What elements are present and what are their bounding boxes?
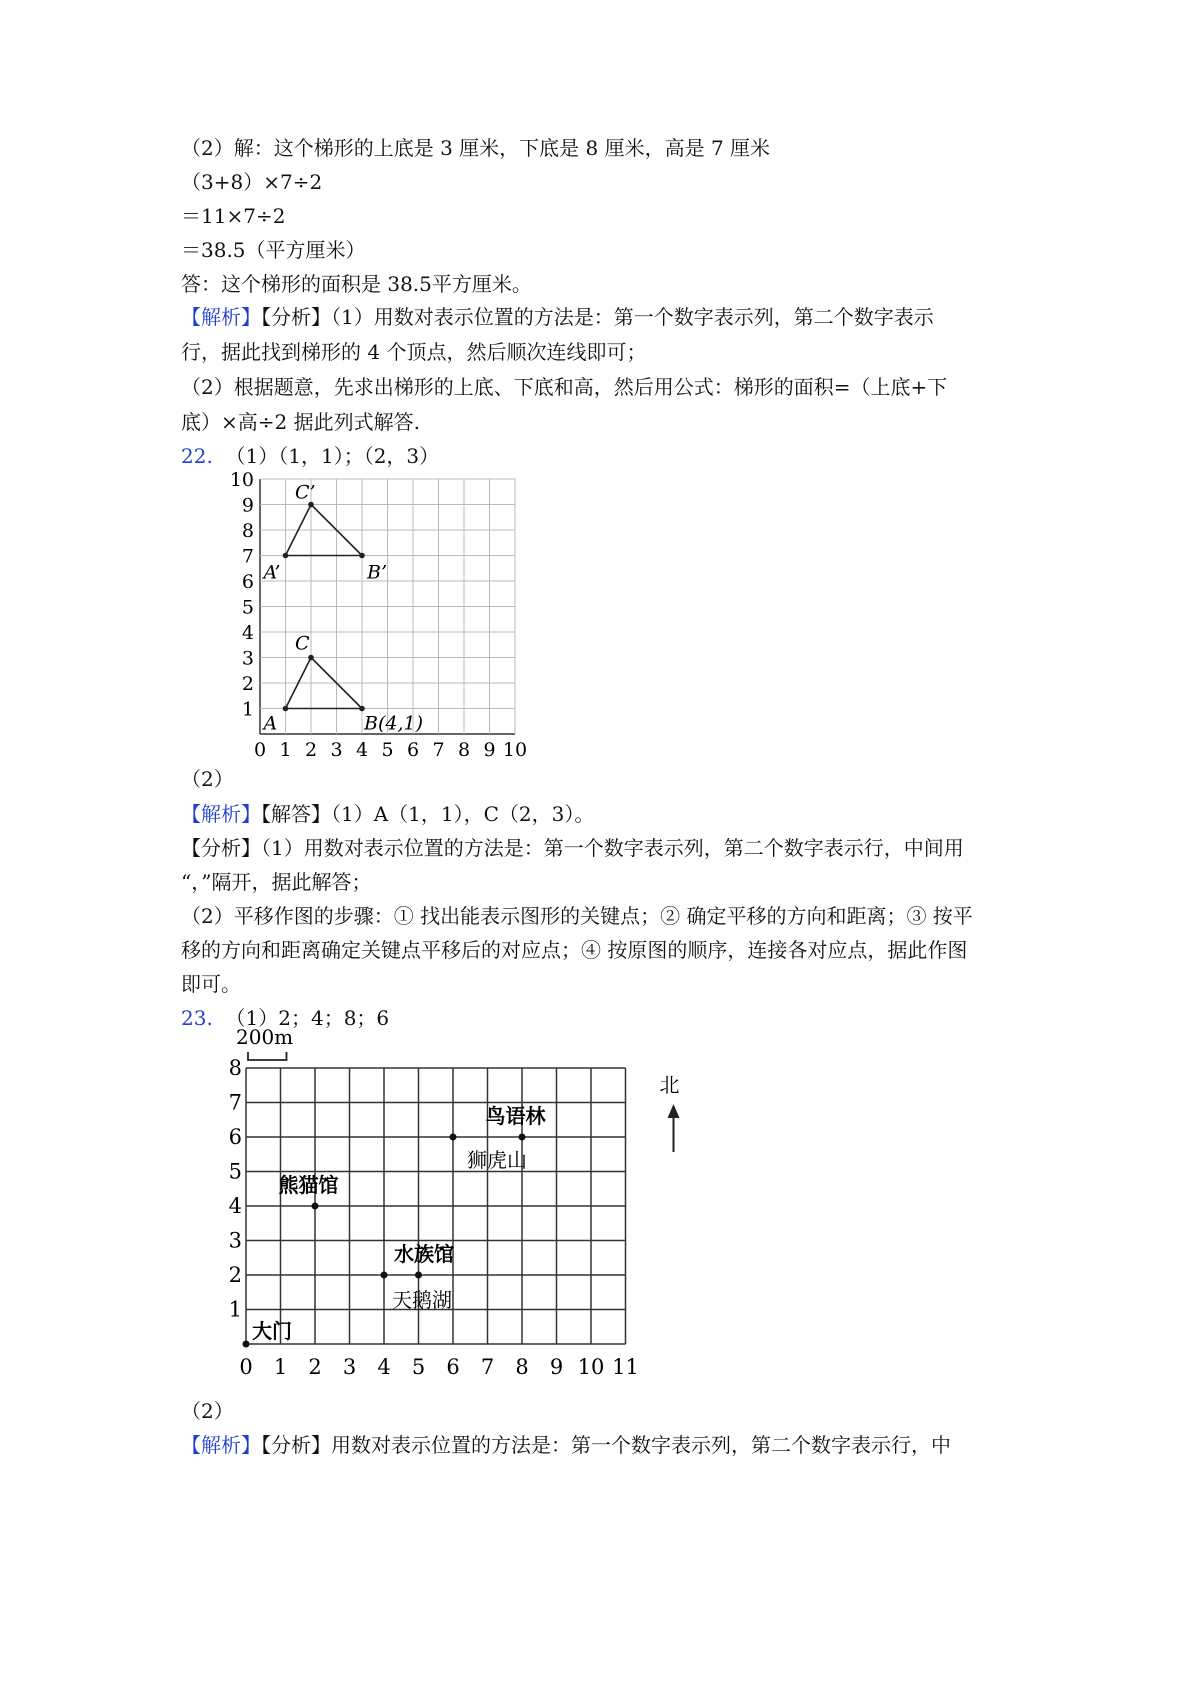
analysis-line-4: 底）×高÷2 据此列式解答.	[181, 410, 420, 434]
q23-zoo-map	[222, 1025, 692, 1390]
place-point	[450, 1134, 457, 1141]
y-tick-label: 5	[228, 1159, 242, 1184]
x-tick-label: 5	[381, 739, 394, 761]
jiexi-tag: 【解析】	[181, 802, 261, 826]
x-tick-label: 1	[279, 739, 292, 761]
q22-fenxi-line-2: “，”隔开，据此解答；	[181, 870, 372, 894]
analysis-line-1	[181, 303, 934, 331]
north-arrowhead-icon	[668, 1104, 680, 1118]
fenxi-text: （1）用数对表示位置的方法是：第一个数字表示列，第二个数字表示行，中间用	[261, 836, 964, 860]
y-tick-label: 7	[228, 1090, 242, 1115]
fenxi-tag: 【分析】	[181, 836, 261, 860]
analysis-text: （1）用数对表示位置的方法是：第一个数字表示列，第二个数字表示	[331, 305, 934, 329]
fenxi-text: 用数对表示位置的方法是：第一个数字表示列，第二个数字表示行，中	[331, 1433, 951, 1457]
answer-line-2: （3+8）×7÷2	[181, 170, 323, 194]
answer-line-4: ＝38.5（平方厘米）	[181, 238, 366, 262]
x-tick-label: 9	[483, 739, 496, 761]
q23-answer: （1）2；4；8；6	[225, 1006, 390, 1030]
place-label-shuizuguan: 水族馆	[394, 1242, 454, 1266]
q22-fenxi-line-1	[181, 834, 964, 862]
x-tick-label: 4	[355, 739, 369, 761]
analysis-line-2: 行，据此找到梯形的 4 个顶点，然后顺次连线即可；	[181, 340, 647, 364]
jiexi-tag: 【解析】	[181, 1433, 261, 1457]
x-tick-label: 6	[446, 1355, 460, 1379]
point-label-b: B(4,1)	[364, 712, 424, 735]
q22-fenxi-line-4: 移的方向和距离确定关键点平移后的对应点；④ 按原图的顺序，连接各对应点，据此作图	[181, 938, 968, 962]
q22-answer-line	[181, 442, 439, 470]
x-tick-label: 0	[239, 1355, 253, 1379]
place-point	[519, 1134, 526, 1141]
y-tick-label: 8	[228, 1056, 242, 1080]
scale-bar	[248, 1052, 287, 1060]
place-point	[312, 1203, 319, 1210]
answer-line-5: 答：这个梯形的面积是 38.5平方厘米。	[181, 272, 532, 296]
vertex-point	[359, 553, 365, 559]
point-label-c-prime: C’	[295, 481, 316, 504]
y-tick-label: 7	[241, 545, 254, 568]
y-tick-label: 5	[241, 596, 254, 619]
y-tick-label: 2	[228, 1263, 242, 1287]
y-tick-label: 8	[241, 520, 254, 542]
place-point	[243, 1341, 250, 1348]
q23-number: 23.	[181, 1006, 213, 1030]
q22-sub2: （2）	[181, 767, 234, 791]
q23-sub2: （2）	[181, 1399, 234, 1423]
y-tick-label: 6	[241, 571, 254, 593]
fenxi-tag: 【分析】	[261, 305, 331, 329]
y-tick-label: 2	[241, 673, 254, 695]
q22-answer: （1）（1，1）；（2，3）	[225, 444, 440, 468]
place-label-xiongmaoguan: 熊猫馆	[278, 1173, 339, 1197]
y-tick-label: 3	[228, 1228, 242, 1253]
y-tick-label: 4	[241, 622, 254, 644]
y-tick-label: 10	[229, 469, 254, 491]
place-label-tianehu: 天鹅湖	[392, 1288, 452, 1312]
answer-line-3: ＝11×7÷2	[181, 204, 286, 228]
x-tick-label: 11	[612, 1355, 639, 1379]
analysis-line-3: （2）根据题意，先求出梯形的上底、下底和高，然后用公式：梯形的面积=（上底+下	[181, 375, 948, 399]
x-tick-label: 10	[577, 1355, 605, 1379]
x-tick-label: 2	[308, 1355, 322, 1379]
answer-line-1: （2）解：这个梯形的上底是 3 厘米，下底是 8 厘米，高是 7 厘米	[181, 136, 771, 160]
q22-jiexi-line	[181, 800, 594, 828]
place-label-niaoyulin: 鸟语林	[485, 1104, 546, 1128]
y-tick-label: 6	[228, 1125, 242, 1149]
place-point	[415, 1272, 422, 1279]
x-tick-label: 3	[330, 739, 343, 761]
x-tick-label: 5	[411, 1355, 426, 1379]
q22-fenxi-line-3: （2）平移作图的步骤：① 找出能表示图形的关键点；② 确定平移的方向和距离；③ 按平	[181, 904, 973, 928]
point-label-c: C	[295, 632, 310, 655]
place-label-shihushan: 狮虎山	[467, 1148, 527, 1172]
place-point	[381, 1272, 388, 1279]
vertex-point	[308, 655, 314, 661]
x-tick-label: 9	[549, 1355, 564, 1379]
jieda-text: （1）A（1，1），C（2，3）。	[331, 802, 595, 826]
north-label: 北	[659, 1073, 680, 1097]
x-tick-label: 3	[342, 1355, 357, 1379]
y-tick-label: 1	[241, 698, 254, 721]
x-tick-label: 10	[502, 739, 528, 761]
y-tick-label: 3	[241, 647, 254, 670]
y-tick-label: 4	[228, 1194, 242, 1218]
scale-label: 200m	[236, 1025, 294, 1049]
x-tick-label: 8	[457, 739, 471, 761]
place-label-damen: 大门	[252, 1319, 292, 1343]
vertex-point	[283, 553, 289, 559]
fenxi-tag: 【分析】	[261, 1433, 331, 1457]
jieda-tag: 【解答】	[261, 802, 331, 826]
jiexi-tag: 【解析】	[181, 305, 261, 329]
x-tick-label: 1	[273, 1355, 288, 1379]
y-tick-label: 1	[228, 1297, 242, 1322]
x-tick-label: 6	[406, 739, 420, 761]
point-label-a-prime: A’	[263, 561, 281, 584]
q22-fenxi-line-5: 即可。	[181, 972, 241, 996]
q23-fenxi-line-1	[181, 1431, 951, 1459]
x-tick-label: 0	[253, 739, 267, 761]
vertex-point	[283, 706, 289, 712]
x-tick-label: 8	[515, 1355, 529, 1379]
x-tick-label: 4	[377, 1355, 391, 1379]
x-tick-label: 7	[432, 739, 445, 761]
y-tick-label: 9	[241, 494, 254, 517]
vertex-point	[359, 706, 365, 712]
point-label-b-prime: B’	[367, 561, 388, 584]
x-tick-label: 7	[480, 1355, 495, 1379]
x-tick-label: 2	[304, 739, 318, 761]
point-label-a: A	[263, 712, 278, 735]
q22-coordinate-chart	[229, 469, 540, 764]
q22-number: 22.	[181, 444, 213, 468]
